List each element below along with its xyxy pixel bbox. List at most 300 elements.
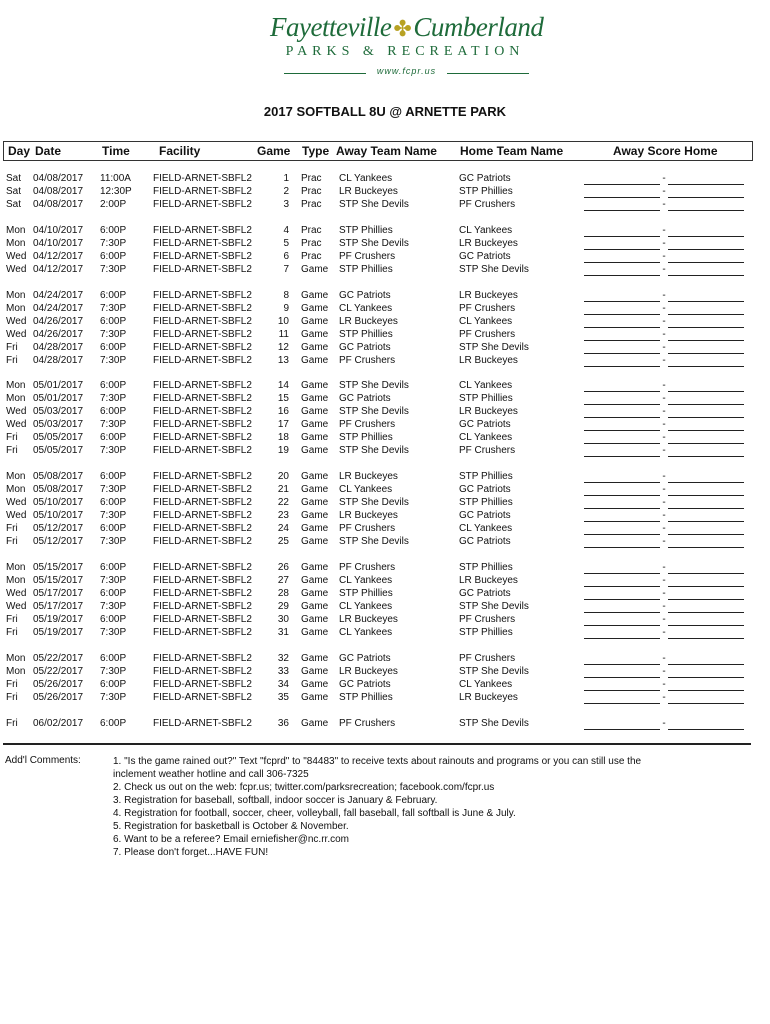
cell-away-team: PF Crushers [339, 419, 396, 431]
cell-away-team: CL Yankees [339, 173, 393, 184]
cell-away-team: PF Crushers [339, 523, 396, 535]
cell-game-number: 35 [277, 691, 289, 703]
cell-date: 05/12/2017 [33, 536, 84, 548]
cell-facility: FIELD-ARNET-SBFL2 [153, 614, 252, 625]
cell-type: Game [301, 393, 329, 405]
cell-date: 04/10/2017 [33, 224, 84, 236]
score-entry[interactable] [584, 224, 744, 237]
cell-away-team: CL Yankees [339, 302, 393, 314]
cell-home-team: PF Crushers [459, 652, 516, 664]
score-separator: - [662, 717, 666, 729]
cell-type: Game [301, 419, 329, 431]
home-score-blank[interactable] [668, 382, 744, 392]
cell-facility: FIELD-ARNET-SBFL2 [153, 173, 252, 184]
score-entry[interactable] [584, 470, 744, 483]
home-score-blank[interactable] [668, 408, 744, 418]
cell-date: 05/15/2017 [33, 575, 84, 586]
cell-time: 7:30P [100, 627, 127, 638]
score-separator: - [662, 601, 666, 612]
home-score-blank[interactable] [668, 318, 744, 328]
cell-home-team: CL Yankees [459, 380, 513, 392]
cell-facility: FIELD-ARNET-SBFL2 [153, 601, 252, 612]
score-entry[interactable] [584, 600, 744, 613]
away-score-blank[interactable] [584, 318, 660, 328]
cell-game-number: 20 [277, 471, 289, 483]
header-time: Time [102, 144, 130, 158]
home-score-blank[interactable] [668, 694, 744, 704]
cell-date: 05/26/2017 [33, 691, 84, 703]
cell-type: Game [301, 406, 329, 418]
cell-type: Game [301, 523, 329, 535]
cell-home-team: PF Crushers [459, 614, 516, 625]
cell-home-team: CL Yankees [459, 315, 513, 327]
away-score-blank[interactable] [584, 499, 660, 509]
header-facility: Facility [159, 144, 201, 158]
cell-away-team: PF Crushers [339, 250, 396, 262]
away-score-blank[interactable] [584, 434, 660, 444]
cell-game-number: 17 [277, 419, 289, 431]
cell-type: Prac [301, 173, 322, 184]
cell-time: 7:30P [100, 445, 127, 457]
cell-time: 7:30P [100, 510, 127, 522]
header-date: Date [35, 144, 62, 158]
home-score-blank[interactable] [668, 499, 744, 509]
cell-date: 05/19/2017 [33, 614, 84, 625]
cell-away-team: GC Patriots [339, 393, 391, 405]
score-separator: - [662, 250, 666, 262]
cell-home-team: LR Buckeyes [459, 406, 518, 418]
away-score-blank[interactable] [584, 357, 660, 367]
away-score-blank[interactable] [584, 305, 660, 315]
cell-date: 05/22/2017 [33, 665, 84, 677]
cell-type: Game [301, 575, 329, 586]
table-row [0, 470, 770, 483]
cell-away-team: PF Crushers [339, 717, 396, 729]
cell-date: 05/19/2017 [33, 627, 84, 638]
score-separator: - [662, 173, 666, 184]
cell-day: Wed [6, 406, 27, 418]
score-entry[interactable] [584, 431, 744, 444]
away-score-blank[interactable] [584, 720, 660, 730]
cell-time: 6:00P [100, 406, 127, 418]
cell-facility: FIELD-ARNET-SBFL2 [153, 627, 252, 638]
home-score-blank[interactable] [668, 486, 744, 496]
cell-date: 04/12/2017 [33, 263, 84, 275]
table-row [0, 341, 770, 354]
header-home-team: Home Team Name [460, 144, 564, 158]
cell-day: Wed [6, 263, 27, 275]
cell-game-number: 12 [277, 341, 289, 353]
home-score-blank[interactable] [668, 447, 744, 457]
cell-game-number: 6 [283, 250, 289, 262]
score-entry[interactable] [584, 574, 744, 587]
cell-home-team: STP Phillies [459, 471, 513, 483]
score-entry[interactable] [584, 626, 744, 639]
cell-facility: FIELD-ARNET-SBFL2 [153, 652, 252, 664]
cell-home-team: STP She Devils [459, 263, 529, 275]
comments-label: Add'l Comments: [5, 755, 81, 766]
home-score-blank[interactable] [668, 720, 744, 730]
cell-home-team: STP Phillies [459, 393, 513, 405]
score-entry[interactable] [584, 250, 744, 263]
score-entry[interactable] [584, 302, 744, 315]
home-score-blank[interactable] [668, 616, 744, 626]
table-row [0, 665, 770, 678]
cell-day: Wed [6, 419, 27, 431]
cell-day: Mon [6, 665, 26, 677]
cell-date: 05/08/2017 [33, 471, 84, 483]
cell-time: 7:30P [100, 237, 127, 249]
comments-divider [3, 743, 751, 745]
cell-game-number: 32 [277, 652, 289, 664]
away-score-blank[interactable] [584, 486, 660, 496]
cell-time: 6:00P [100, 289, 127, 301]
cell-game-number: 29 [277, 601, 289, 612]
cell-away-team: PF Crushers [339, 354, 396, 366]
cell-type: Game [301, 614, 329, 625]
away-score-blank[interactable] [584, 603, 660, 613]
away-score-blank[interactable] [584, 681, 660, 691]
away-score-blank[interactable] [584, 331, 660, 341]
cell-game-number: 33 [277, 665, 289, 677]
away-score-blank[interactable] [584, 538, 660, 548]
home-score-blank[interactable] [668, 564, 744, 574]
score-entry[interactable] [584, 405, 744, 418]
home-score-blank[interactable] [668, 344, 744, 354]
cell-game-number: 31 [277, 627, 289, 638]
home-score-blank[interactable] [668, 175, 744, 185]
cell-home-team: STP Phillies [459, 627, 513, 638]
table-row [0, 483, 770, 496]
cell-time: 7:30P [100, 419, 127, 431]
away-score-blank[interactable] [584, 655, 660, 665]
away-score-blank[interactable] [584, 512, 660, 522]
table-row [0, 535, 770, 548]
cell-time: 2:00P [100, 199, 127, 210]
cell-facility: FIELD-ARNET-SBFL2 [153, 224, 252, 236]
cell-facility: FIELD-ARNET-SBFL2 [153, 406, 252, 418]
away-score-blank[interactable] [584, 201, 660, 211]
score-separator: - [662, 341, 666, 353]
away-score-blank[interactable] [584, 227, 660, 237]
away-score-blank[interactable] [584, 590, 660, 600]
cell-date: 04/08/2017 [33, 186, 84, 197]
score-separator: - [662, 678, 666, 690]
score-entry[interactable] [584, 185, 744, 198]
score-entry[interactable] [584, 613, 744, 626]
cell-home-team: STP She Devils [459, 601, 529, 612]
home-score-blank[interactable] [668, 538, 744, 548]
cell-game-number: 1 [283, 173, 289, 184]
cell-home-team: LR Buckeyes [459, 237, 518, 249]
home-score-blank[interactable] [668, 629, 744, 639]
score-entry[interactable] [584, 587, 744, 600]
score-separator: - [662, 536, 666, 548]
home-score-blank[interactable] [668, 266, 744, 276]
score-entry[interactable] [584, 237, 744, 250]
cell-time: 6:00P [100, 250, 127, 262]
table-row [0, 315, 770, 328]
cell-away-team: CL Yankees [339, 627, 393, 638]
cell-facility: FIELD-ARNET-SBFL2 [153, 341, 252, 353]
cell-time: 6:00P [100, 380, 127, 392]
away-score-blank[interactable] [584, 473, 660, 483]
away-score-blank[interactable] [584, 421, 660, 431]
cell-type: Game [301, 432, 329, 444]
away-score-blank[interactable] [584, 395, 660, 405]
fcpr-logo [270, 10, 544, 80]
score-separator: - [662, 691, 666, 703]
cell-home-team: STP Phillies [459, 186, 513, 197]
cell-type: Game [301, 302, 329, 314]
cell-time: 6:00P [100, 678, 127, 690]
cell-type: Game [301, 588, 329, 599]
cell-day: Sat [6, 199, 22, 210]
score-entry[interactable] [584, 341, 744, 354]
score-entry[interactable] [584, 379, 744, 392]
away-score-blank[interactable] [584, 629, 660, 639]
cell-away-team: STP She Devils [339, 445, 409, 457]
cell-time: 6:00P [100, 523, 127, 535]
home-score-blank[interactable] [668, 473, 744, 483]
away-score-blank[interactable] [584, 564, 660, 574]
cell-game-number: 34 [277, 678, 289, 690]
cell-home-team: CL Yankees [459, 224, 513, 236]
cell-facility: FIELD-ARNET-SBFL2 [153, 432, 252, 444]
score-entry[interactable] [584, 354, 744, 367]
score-entry[interactable] [584, 315, 744, 328]
cell-away-team: STP Phillies [339, 328, 393, 340]
cell-game-number: 14 [277, 380, 289, 392]
away-score-blank[interactable] [584, 344, 660, 354]
away-score-blank[interactable] [584, 408, 660, 418]
cell-type: Game [301, 471, 329, 483]
table-row [0, 509, 770, 522]
cell-time: 6:00P [100, 717, 127, 729]
score-separator: - [662, 652, 666, 664]
cell-type: Game [301, 315, 329, 327]
cell-away-team: CL Yankees [339, 601, 393, 612]
score-entry[interactable] [584, 717, 744, 730]
cell-date: 05/01/2017 [33, 380, 84, 392]
score-entry[interactable] [584, 522, 744, 535]
score-entry[interactable] [584, 198, 744, 211]
cell-facility: FIELD-ARNET-SBFL2 [153, 562, 252, 573]
table-row [0, 678, 770, 691]
cell-day: Mon [6, 237, 26, 249]
score-entry[interactable] [584, 483, 744, 496]
home-score-blank[interactable] [668, 512, 744, 522]
home-score-blank[interactable] [668, 227, 744, 237]
cell-day: Wed [6, 588, 27, 599]
cell-date: 04/08/2017 [33, 173, 84, 184]
cell-facility: FIELD-ARNET-SBFL2 [153, 263, 252, 275]
cell-type: Game [301, 510, 329, 522]
cell-time: 6:00P [100, 562, 127, 573]
cell-game-number: 3 [283, 199, 289, 210]
score-entry[interactable] [584, 289, 744, 302]
cell-type: Prac [301, 250, 322, 262]
logo-web-line [284, 66, 529, 80]
cell-type: Game [301, 717, 329, 729]
header-game: Game [257, 144, 291, 158]
home-score-blank[interactable] [668, 577, 744, 587]
cell-game-number: 5 [283, 237, 289, 249]
table-row [0, 198, 770, 211]
cell-home-team: STP She Devils [459, 665, 529, 677]
cell-day: Fri [6, 627, 18, 638]
home-score-blank[interactable] [668, 201, 744, 211]
home-score-blank[interactable] [668, 331, 744, 341]
table-row [0, 626, 770, 639]
score-entry[interactable] [584, 496, 744, 509]
cell-date: 05/22/2017 [33, 652, 84, 664]
home-score-blank[interactable] [668, 240, 744, 250]
table-row [0, 561, 770, 574]
away-score-blank[interactable] [584, 266, 660, 276]
home-score-blank[interactable] [668, 188, 744, 198]
cell-type: Game [301, 380, 329, 392]
table-row [0, 237, 770, 250]
away-score-blank[interactable] [584, 292, 660, 302]
cell-type: Prac [301, 224, 322, 236]
score-entry[interactable] [584, 678, 744, 691]
score-entry[interactable] [584, 392, 744, 405]
home-score-blank[interactable] [668, 292, 744, 302]
cell-game-number: 18 [277, 432, 289, 444]
logo-wordmark [270, 12, 544, 43]
cell-game-number: 30 [277, 614, 289, 625]
cell-date: 04/24/2017 [33, 289, 84, 301]
cell-type: Game [301, 497, 329, 509]
home-score-blank[interactable] [668, 357, 744, 367]
home-score-blank[interactable] [668, 434, 744, 444]
away-score-blank[interactable] [584, 668, 660, 678]
score-entry[interactable] [584, 444, 744, 457]
cell-date: 05/05/2017 [33, 432, 84, 444]
cell-date: 05/10/2017 [33, 497, 84, 509]
cell-away-team: STP Phillies [339, 588, 393, 599]
cell-facility: FIELD-ARNET-SBFL2 [153, 484, 252, 496]
cell-away-team: STP She Devils [339, 237, 409, 249]
table-header [3, 141, 753, 161]
home-score-blank[interactable] [668, 681, 744, 691]
home-score-blank[interactable] [668, 525, 744, 535]
cell-home-team: GC Patriots [459, 536, 511, 548]
cell-game-number: 27 [277, 575, 289, 586]
comment-line: 2. Check us out on the web: fcpr.us; twitter.com/parksrecreation; facebook.com/fcpr.us [113, 782, 495, 793]
cell-home-team: CL Yankees [459, 523, 513, 535]
cell-away-team: LR Buckeyes [339, 186, 398, 197]
away-score-blank[interactable] [584, 253, 660, 263]
cell-type: Prac [301, 186, 322, 197]
cell-date: 05/26/2017 [33, 678, 84, 690]
score-separator: - [662, 588, 666, 599]
away-score-blank[interactable] [584, 382, 660, 392]
home-score-blank[interactable] [668, 305, 744, 315]
away-score-blank[interactable] [584, 447, 660, 457]
away-score-blank[interactable] [584, 616, 660, 626]
cell-facility: FIELD-ARNET-SBFL2 [153, 354, 252, 366]
score-separator: - [662, 289, 666, 301]
cell-time: 7:30P [100, 484, 127, 496]
cell-day: Fri [6, 523, 18, 535]
away-score-blank[interactable] [584, 175, 660, 185]
cell-game-number: 7 [283, 263, 289, 275]
score-entry[interactable] [584, 263, 744, 276]
cell-time: 6:00P [100, 471, 127, 483]
cell-time: 7:30P [100, 328, 127, 340]
cell-time: 6:00P [100, 588, 127, 599]
cell-facility: FIELD-ARNET-SBFL2 [153, 588, 252, 599]
away-score-blank[interactable] [584, 694, 660, 704]
cell-date: 04/08/2017 [33, 199, 84, 210]
cell-home-team: GC Patriots [459, 510, 511, 522]
score-entry[interactable] [584, 172, 744, 185]
logo-brand-left: Fayetteville [270, 12, 392, 42]
score-entry[interactable] [584, 328, 744, 341]
away-score-blank[interactable] [584, 525, 660, 535]
cell-type: Game [301, 289, 329, 301]
home-score-blank[interactable] [668, 253, 744, 263]
cell-date: 05/03/2017 [33, 419, 84, 431]
cell-game-number: 9 [283, 302, 289, 314]
table-row [0, 522, 770, 535]
score-entry[interactable] [584, 561, 744, 574]
cell-facility: FIELD-ARNET-SBFL2 [153, 315, 252, 327]
home-score-blank[interactable] [668, 421, 744, 431]
score-entry[interactable] [584, 509, 744, 522]
home-score-blank[interactable] [668, 655, 744, 665]
cell-home-team: GC Patriots [459, 419, 511, 431]
cell-date: 05/03/2017 [33, 406, 84, 418]
away-score-blank[interactable] [584, 188, 660, 198]
cell-home-team: LR Buckeyes [459, 289, 518, 301]
cell-type: Game [301, 562, 329, 573]
cell-day: Wed [6, 328, 27, 340]
home-score-blank[interactable] [668, 590, 744, 600]
cell-day: Fri [6, 354, 18, 366]
cell-away-team: GC Patriots [339, 289, 391, 301]
away-score-blank[interactable] [584, 240, 660, 250]
score-separator: - [662, 315, 666, 327]
table-row [0, 250, 770, 263]
cell-date: 05/17/2017 [33, 601, 84, 612]
cell-away-team: STP She Devils [339, 380, 409, 392]
cell-date: 04/12/2017 [33, 250, 84, 262]
score-entry[interactable] [584, 665, 744, 678]
cell-type: Game [301, 328, 329, 340]
cell-facility: FIELD-ARNET-SBFL2 [153, 186, 252, 197]
score-separator: - [662, 484, 666, 496]
score-entry[interactable] [584, 418, 744, 431]
cell-away-team: GC Patriots [339, 678, 391, 690]
page-title: 2017 SOFTBALL 8U @ ARNETTE PARK [263, 104, 507, 119]
score-separator: - [662, 393, 666, 405]
score-entry[interactable] [584, 535, 744, 548]
cell-time: 7:30P [100, 263, 127, 275]
score-entry[interactable] [584, 652, 744, 665]
home-score-blank[interactable] [668, 603, 744, 613]
cell-day: Fri [6, 678, 18, 690]
home-score-blank[interactable] [668, 668, 744, 678]
away-score-blank[interactable] [584, 577, 660, 587]
home-score-blank[interactable] [668, 395, 744, 405]
cell-home-team: STP Phillies [459, 562, 513, 573]
cell-game-number: 10 [277, 315, 289, 327]
score-entry[interactable] [584, 691, 744, 704]
score-separator: - [662, 562, 666, 573]
